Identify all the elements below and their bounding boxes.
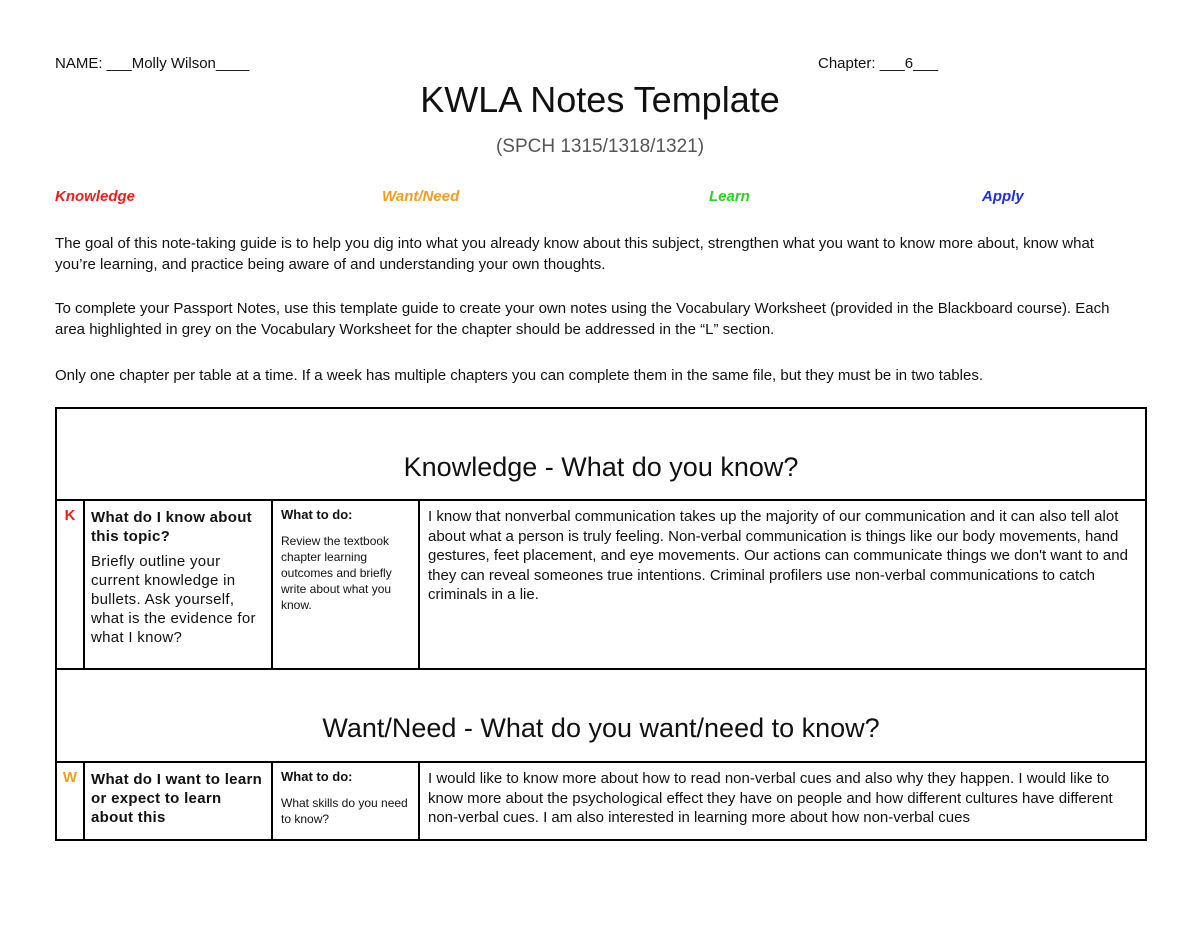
kwla-table (55, 407, 1147, 841)
category-want-need: Want/Need (382, 188, 460, 205)
section-heading-want-need (56, 669, 1146, 762)
todo-text: Review the textbook chapter learning outcomes and briefly write about what you know. (281, 534, 392, 612)
category-learn: Learn (709, 188, 750, 205)
answer-cell[interactable] (419, 762, 1146, 840)
section-heading-text: Want/Need - What do you want/need to know? (322, 713, 880, 743)
chapter-rule-paragraph: Only one chapter per table at a time. If a week has multiple chapters you can complete them in the same file, but they must be in two tables. (55, 367, 983, 384)
todo-cell (272, 762, 419, 840)
instructions-paragraph: To complete your Passport Notes, use this template guide to create your own notes using the Vocabulary Worksheet (provided in the Blackboard course). Each area highlighted in grey on the Vocabulary Worksheet for the chapter should be addressed in the “L” section. (55, 300, 1110, 338)
question-cell (84, 500, 272, 669)
intro-paragraph: The goal of this note-taking guide is to help you dig into what you already know about this subject, strengthen what you want to know more about, know what you’re learning, and practice being aware of and understanding your own thoughts. (55, 235, 1094, 273)
todo-label: What to do: (281, 507, 353, 522)
question-title: What do I want to learn or expect to learn about this (91, 771, 263, 826)
section-heading-text: Knowledge - What do you know? (403, 452, 799, 482)
category-knowledge: Knowledge (55, 188, 136, 205)
answer-text: I would like to know more about how to read non-verbal cues and also why they happen. I would like to know more about the psychological effect they have on people and how different cultures have different non-verbal cues. I am also interested in learning more about how non-verbal cues (428, 770, 1113, 826)
question-title: What do I know about this topic? (91, 509, 252, 545)
todo-label: What to do: (281, 769, 353, 784)
todo-cell (272, 500, 419, 669)
section-letter-w: W (56, 762, 84, 840)
page-title: KWLA Notes Template (420, 79, 780, 120)
chapter-line: Chapter: ___6___ (818, 55, 939, 72)
name-line: NAME: ___Molly Wilson____ (55, 55, 250, 72)
category-apply: Apply (982, 188, 1024, 205)
todo-text: What skills do you need to know? (281, 796, 408, 826)
answer-cell[interactable]: I know that nonverbal communication takes up the majority of our communication and it can also tell alot about what a person is truly feeling. Non-verbal communication is things like our body movements, hand gestures, feet placement, and eye movements. Our actions can communicate things we don't want to and they can reveal someones true intentions. Criminal profilers use non-verbal communications to catch criminals in a lie. (419, 500, 1146, 669)
question-detail: Briefly outline your current knowledge in bullets. Ask yourself, what is the evidence for what I know? (91, 553, 256, 646)
section-letter-k: K (56, 500, 84, 669)
page-subtitle: (SPCH 1315/1318/1321) (495, 136, 705, 157)
question-cell (84, 762, 272, 840)
section-heading-knowledge (56, 408, 1146, 500)
